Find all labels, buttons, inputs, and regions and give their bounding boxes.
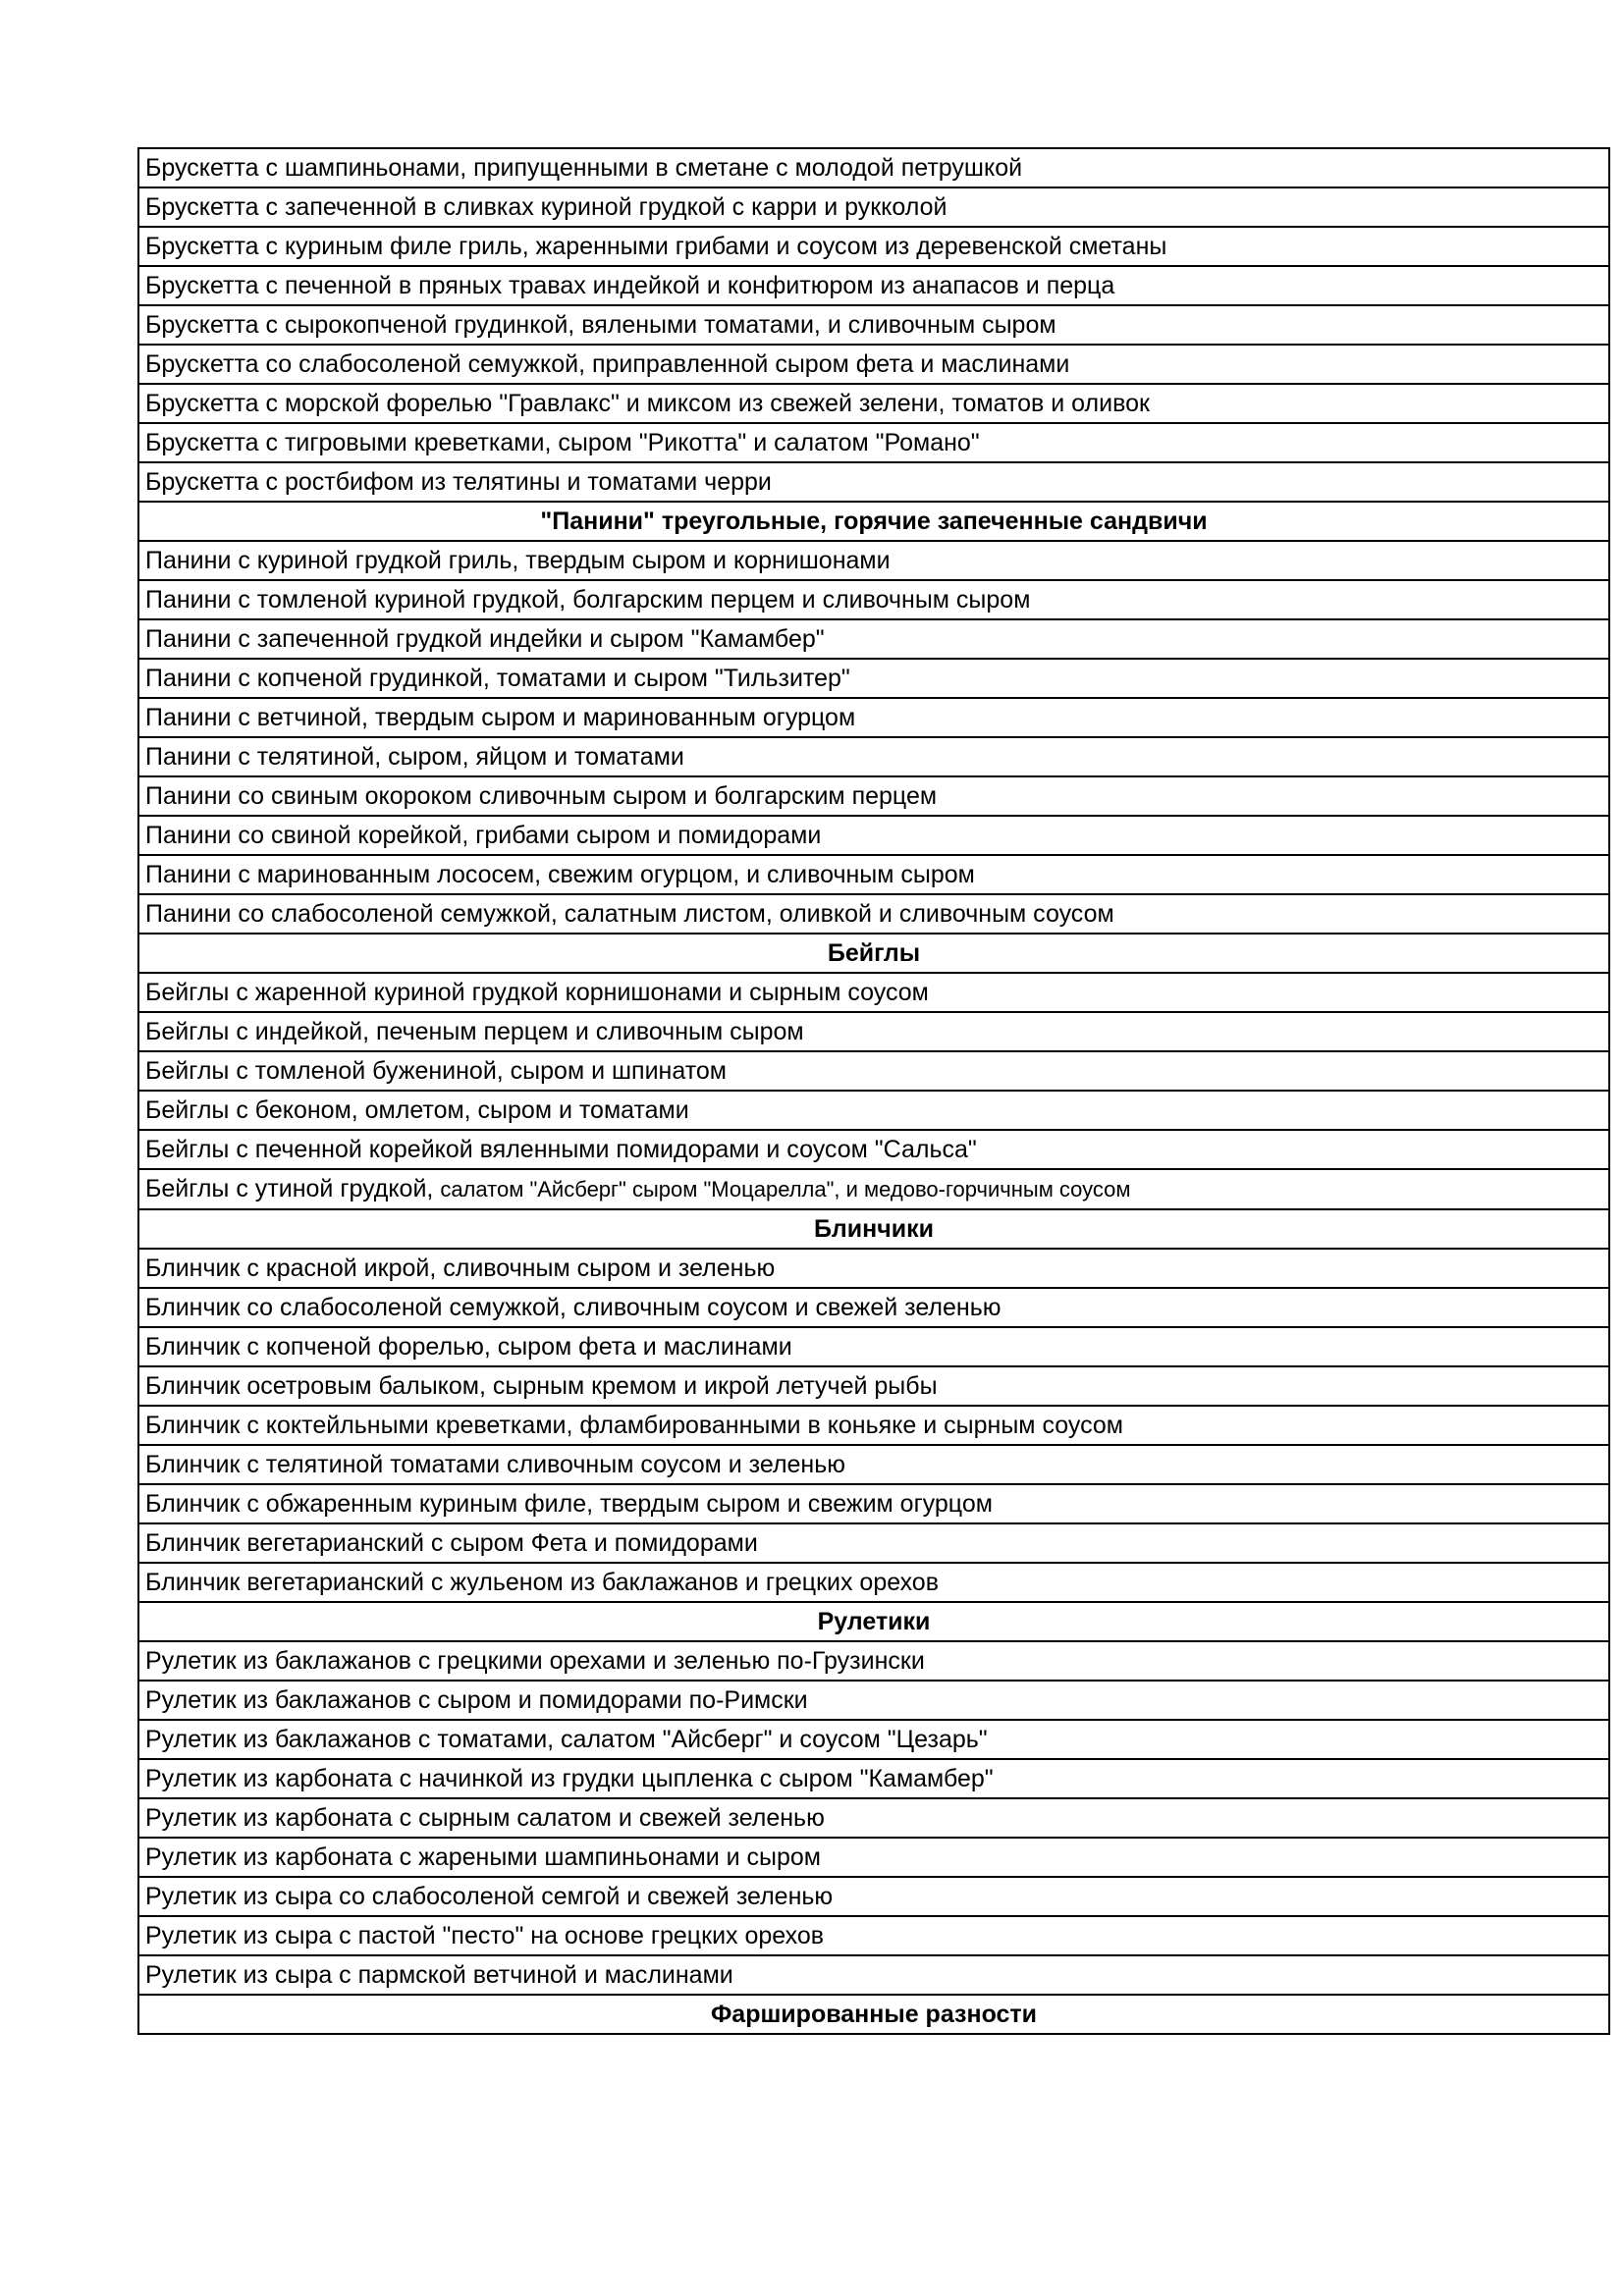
section-title-stuffed: Фаршированные разности (138, 1995, 1609, 2034)
section-title-bagels: Бейглы (138, 934, 1609, 973)
table-row (138, 1091, 1609, 1130)
section-header-row (138, 1209, 1609, 1249)
menu-item: Рулетик из баклажанов с сыром и помидорами по-Римски (138, 1681, 1609, 1720)
menu-item: Панини с маринованным лососем, свежим огурцом, и сливочным сыром (138, 855, 1609, 894)
table-row (138, 698, 1609, 737)
menu-item: Блинчик вегетарианский с сыром Фета и помидорами (138, 1523, 1609, 1563)
menu-item: Рулетик из сыра с пастой "песто" на основе грецких орехов (138, 1916, 1609, 1955)
table-row (138, 580, 1609, 619)
table-row (138, 227, 1609, 266)
table-row (138, 1523, 1609, 1563)
menu-item: Рулетик из сыра с пармской ветчиной и маслинами (138, 1955, 1609, 1995)
menu-item-text: Бейглы с утиной грудкой, (145, 1175, 441, 1202)
menu-item: Панини со свиным окороком сливочным сыром и болгарским перцем (138, 776, 1609, 816)
table-row (138, 462, 1609, 502)
menu-item: Рулетик из сыра со слабосоленой семгой и свежей зеленью (138, 1877, 1609, 1916)
table-row (138, 1327, 1609, 1366)
table-row (138, 345, 1609, 384)
section-title-rolls: Рулетики (138, 1602, 1609, 1641)
menu-item: Брускетта с шампиньонами, припущенными в сметане с молодой петрушкой (138, 148, 1609, 187)
menu-item: Панини с телятиной, сыром, яйцом и томатами (138, 737, 1609, 776)
menu-item: Бейглы с печенной корейкой вяленными помидорами и соусом "Сальса" (138, 1130, 1609, 1169)
menu-item: Панини со свиной корейкой, грибами сыром и помидорами (138, 816, 1609, 855)
table-row (138, 1798, 1609, 1838)
table-row (138, 1641, 1609, 1681)
menu-item: Блинчик со слабосоленой семужкой, сливочным соусом и свежей зеленью (138, 1288, 1609, 1327)
menu-item: Бейглы с индейкой, печеным перцем и сливочным сыром (138, 1012, 1609, 1051)
menu-item: Бейглы с жаренной куриной грудкой корнишонами и сырным соусом (138, 973, 1609, 1012)
section-header-row (138, 1995, 1609, 2034)
table-row (138, 1720, 1609, 1759)
menu-item-text-small: салатом "Айсберг" сыром "Моцарелла", и медово-горчичным соусом (440, 1177, 1131, 1201)
table-row (138, 1169, 1609, 1209)
table-row (138, 1406, 1609, 1445)
table-row (138, 816, 1609, 855)
menu-item: Брускетта с тигровыми креветками, сыром "Рикотта" и салатом "Романо" (138, 423, 1609, 462)
table-row (138, 776, 1609, 816)
table-row (138, 1484, 1609, 1523)
menu-item: Блинчик с красной икрой, сливочным сыром и зеленью (138, 1249, 1609, 1288)
menu-item: Рулетик из карбоната с сырным салатом и свежей зеленью (138, 1798, 1609, 1838)
section-title-panini: "Панини" треугольные, горячие запеченные сандвичи (138, 502, 1609, 541)
table-row (138, 1012, 1609, 1051)
menu-item: Рулетик из карбоната с жареными шампиньонами и сыром (138, 1838, 1609, 1877)
table-row (138, 973, 1609, 1012)
menu-item: Панини с ветчиной, твердым сыром и маринованным огурцом (138, 698, 1609, 737)
table-row (138, 1249, 1609, 1288)
menu-item: Брускетта с сырокопченой грудинкой, вялеными томатами, и сливочным сыром (138, 305, 1609, 345)
table-row (138, 894, 1609, 934)
menu-item: Рулетик из баклажанов с томатами, салатом "Айсберг" и соусом "Цезарь" (138, 1720, 1609, 1759)
section-header-row (138, 1602, 1609, 1641)
table-row (138, 1051, 1609, 1091)
menu-item: Панини со слабосоленой семужкой, салатным листом, оливкой и сливочным соусом (138, 894, 1609, 934)
section-title-pancakes: Блинчики (138, 1209, 1609, 1249)
table-row (138, 1130, 1609, 1169)
table-row (138, 384, 1609, 423)
table-row (138, 855, 1609, 894)
table-row (138, 1288, 1609, 1327)
table-row (138, 187, 1609, 227)
menu-item: Блинчик с телятиной томатами сливочным соусом и зеленью (138, 1445, 1609, 1484)
table-row (138, 266, 1609, 305)
table-row (138, 1838, 1609, 1877)
menu-item: Панини с томленой куриной грудкой, болгарским перцем и сливочным сыром (138, 580, 1609, 619)
menu-item: Блинчик с коктейльными креветками, фламбированными в коньяке и сырным соусом (138, 1406, 1609, 1445)
menu-table (137, 147, 1610, 2035)
menu-item: Блинчик осетровым балыком, сырным кремом и икрой летучей рыбы (138, 1366, 1609, 1406)
menu-item: Брускетта с запеченной в сливках куриной грудкой с карри и рукколой (138, 187, 1609, 227)
table-row (138, 1759, 1609, 1798)
menu-item: Брускетта с морской форелью "Гравлакс" и миксом из свежей зелени, томатов и оливок (138, 384, 1609, 423)
menu-item: Блинчик вегетарианский с жульеном из баклажанов и грецких орехов (138, 1563, 1609, 1602)
table-row (138, 659, 1609, 698)
menu-item: Брускетта с ростбифом из телятины и томатами черри (138, 462, 1609, 502)
table-row (138, 305, 1609, 345)
menu-item: Блинчик с обжаренным куриным филе, твердым сыром и свежим огурцом (138, 1484, 1609, 1523)
menu-item: Панини с куриной грудкой гриль, твердым сыром и корнишонами (138, 541, 1609, 580)
menu-item (138, 1169, 1609, 1209)
menu-item: Бейглы с томленой бужениной, сыром и шпинатом (138, 1051, 1609, 1091)
table-row (138, 1366, 1609, 1406)
menu-item: Брускетта с печенной в пряных травах индейкой и конфитюром из анапасов и перца (138, 266, 1609, 305)
menu-item: Брускетта со слабосоленой семужкой, приправленной сыром фета и маслинами (138, 345, 1609, 384)
menu-item: Бейглы с беконом, омлетом, сыром и томатами (138, 1091, 1609, 1130)
table-row (138, 1916, 1609, 1955)
table-row (138, 423, 1609, 462)
table-row (138, 1877, 1609, 1916)
table-row (138, 1563, 1609, 1602)
menu-item: Рулетик из баклажанов с грецкими орехами и зеленью по-Грузински (138, 1641, 1609, 1681)
menu-item: Блинчик с копченой форелью, сыром фета и маслинами (138, 1327, 1609, 1366)
menu-item: Панини с запеченной грудкой индейки и сыром "Камамбер" (138, 619, 1609, 659)
table-row (138, 148, 1609, 187)
section-header-row (138, 502, 1609, 541)
table-row (138, 1955, 1609, 1995)
menu-item: Панини с копченой грудинкой, томатами и сыром "Тильзитер" (138, 659, 1609, 698)
menu-item: Рулетик из карбоната с начинкой из грудки цыпленка с сыром "Камамбер" (138, 1759, 1609, 1798)
table-row (138, 619, 1609, 659)
table-row (138, 541, 1609, 580)
table-row (138, 1681, 1609, 1720)
table-row (138, 1445, 1609, 1484)
section-header-row (138, 934, 1609, 973)
table-row (138, 737, 1609, 776)
menu-item: Брускетта с куриным филе гриль, жаренными грибами и соусом из деревенской сметаны (138, 227, 1609, 266)
